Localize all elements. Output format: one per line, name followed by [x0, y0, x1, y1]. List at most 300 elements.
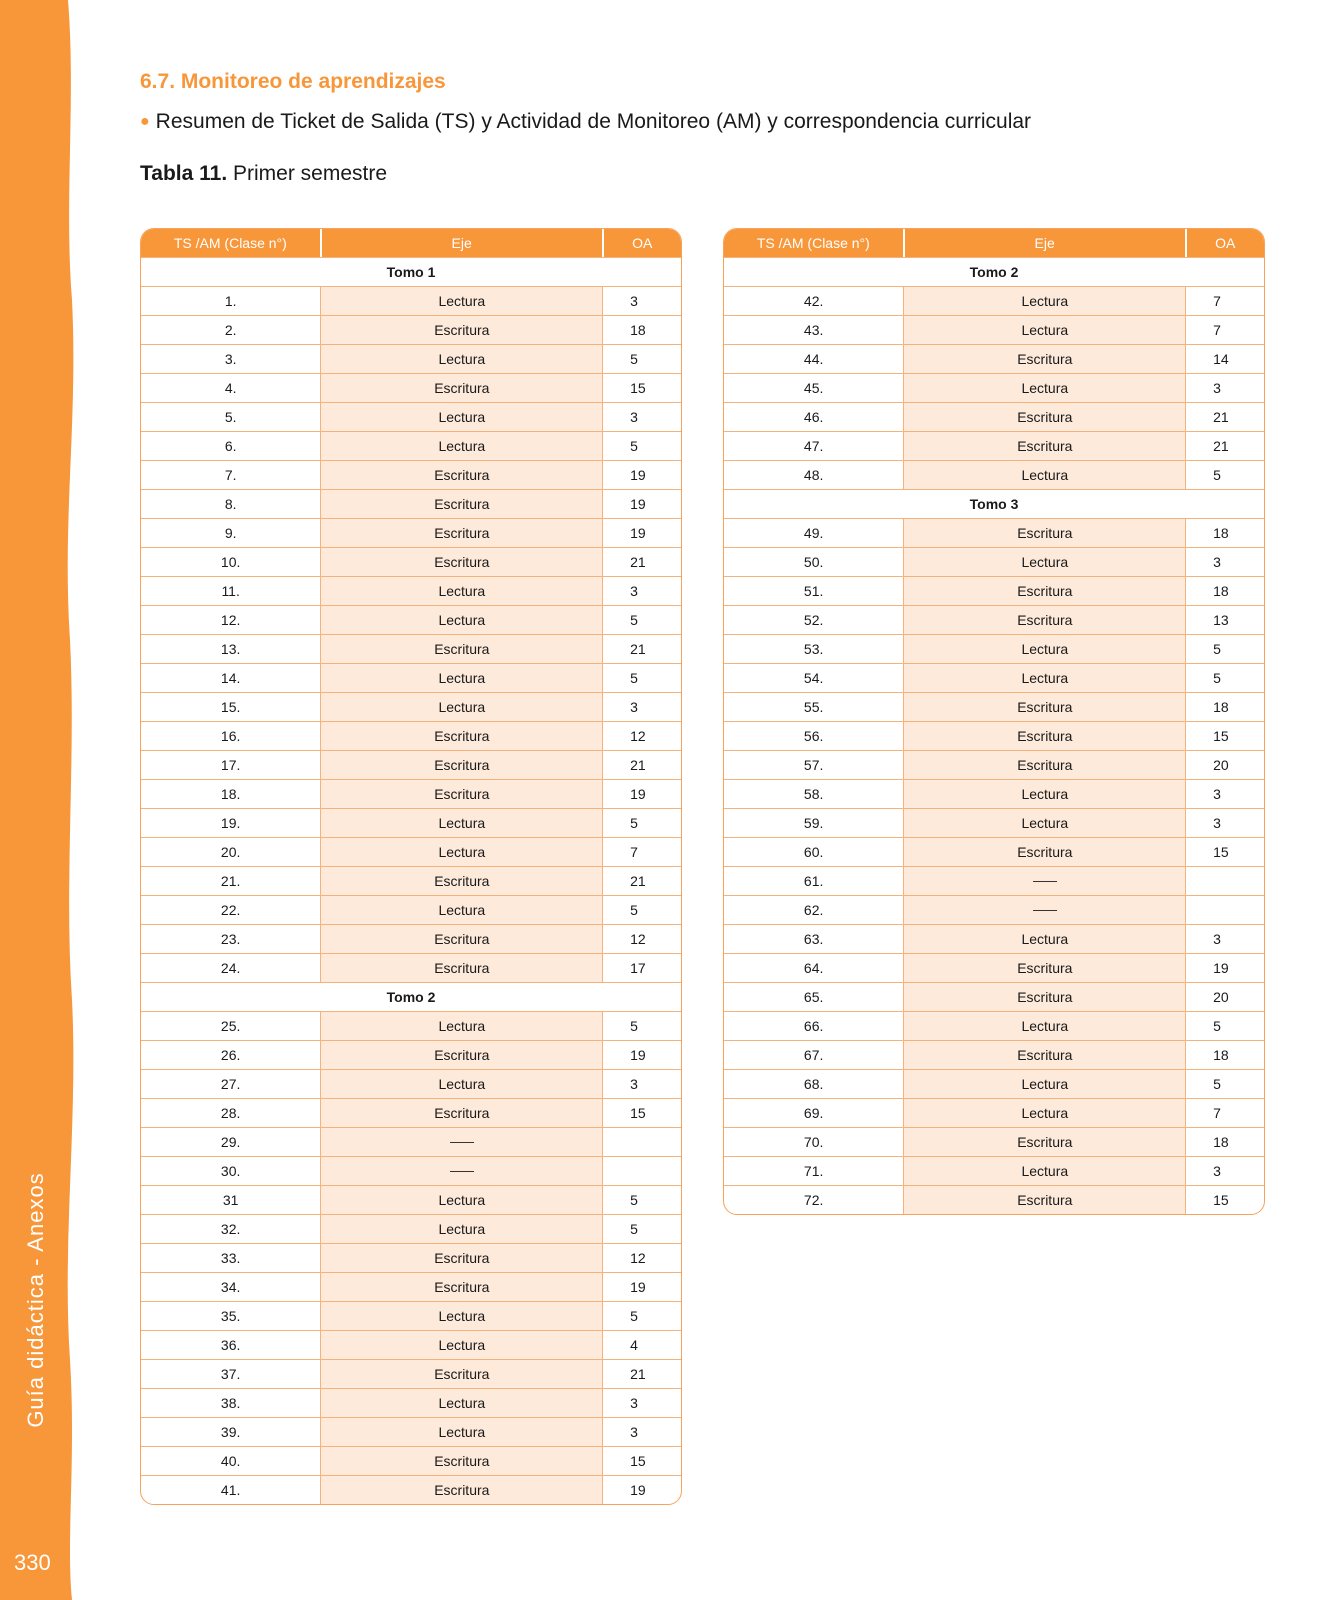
cell-clase: 38. — [141, 1389, 321, 1417]
header-oa: OA — [632, 235, 653, 251]
cell-oa — [603, 606, 681, 634]
cell-eje: Lectura — [321, 432, 603, 460]
cell-eje: Lectura — [904, 780, 1186, 808]
table-row — [141, 1446, 681, 1475]
cell-oa — [1186, 1186, 1264, 1214]
cell-oa-value: 3 — [1213, 380, 1221, 396]
cell-oa-value: 21 — [630, 641, 646, 657]
cell-oa-value: 5 — [630, 438, 638, 454]
table-row — [724, 315, 1264, 344]
table-row — [724, 1098, 1264, 1127]
cell-oa-value: 4 — [630, 1337, 638, 1353]
cell-eje: Escritura — [904, 345, 1186, 373]
cell-oa — [1186, 896, 1264, 924]
cell-eje: Escritura — [904, 1186, 1186, 1214]
cell-eje: Escritura — [321, 1244, 603, 1272]
cell-clase: 35. — [141, 1302, 321, 1330]
table-caption — [140, 162, 387, 186]
table-row — [724, 402, 1264, 431]
header-clase: TS /AM (Clase n°) — [141, 229, 322, 257]
table-row — [724, 866, 1264, 895]
side-label: Guía didáctica - Anexos — [23, 1172, 48, 1428]
cell-oa — [603, 722, 681, 750]
cell-oa — [603, 954, 681, 982]
cell-eje: Escritura — [321, 1476, 603, 1504]
cell-oa-value: 15 — [630, 1453, 646, 1469]
cell-clase: 49. — [724, 519, 904, 547]
cell-eje: Escritura — [321, 1273, 603, 1301]
cell-eje: Escritura — [904, 432, 1186, 460]
cell-eje: Lectura — [904, 461, 1186, 489]
cell-clase: 26. — [141, 1041, 321, 1069]
table-row — [724, 1127, 1264, 1156]
table-row — [141, 634, 681, 663]
cell-clase: 60. — [724, 838, 904, 866]
cell-eje: Escritura — [904, 1128, 1186, 1156]
table-right — [723, 228, 1265, 1215]
cell-clase: 57. — [724, 751, 904, 779]
cell-clase: 66. — [724, 1012, 904, 1040]
cell-oa — [1186, 374, 1264, 402]
cell-clase: 6. — [141, 432, 321, 460]
cell-clase: 72. — [724, 1186, 904, 1214]
cell-clase: 69. — [724, 1099, 904, 1127]
table-row — [141, 895, 681, 924]
cell-oa-value: 7 — [1213, 293, 1221, 309]
dash-line — [1033, 881, 1057, 882]
subtitle — [140, 110, 1031, 134]
cell-oa-value: 21 — [630, 873, 646, 889]
cell-oa-value: 19 — [630, 786, 646, 802]
cell-oa-value: 5 — [630, 902, 638, 918]
table-row — [141, 1069, 681, 1098]
cell-oa-value: 15 — [630, 380, 646, 396]
cell-clase: 21. — [141, 867, 321, 895]
cell-clase: 65. — [724, 983, 904, 1011]
table-row — [141, 953, 681, 982]
cell-oa-value: 20 — [1213, 989, 1229, 1005]
cell-oa-value: 3 — [630, 583, 638, 599]
cell-oa — [603, 548, 681, 576]
table-row — [141, 1098, 681, 1127]
cell-oa — [1186, 722, 1264, 750]
table-row — [141, 866, 681, 895]
cell-eje: Escritura — [321, 461, 603, 489]
table-row — [724, 1011, 1264, 1040]
cell-clase: 22. — [141, 896, 321, 924]
cell-eje: Lectura — [904, 316, 1186, 344]
cell-oa — [603, 316, 681, 344]
cell-oa-value: 12 — [630, 728, 646, 744]
cell-oa-value: 18 — [630, 322, 646, 338]
cell-eje: Escritura — [904, 403, 1186, 431]
cell-clase: 28. — [141, 1099, 321, 1127]
table-row — [724, 750, 1264, 779]
cell-clase: 59. — [724, 809, 904, 837]
cell-clase: 34. — [141, 1273, 321, 1301]
cell-oa-value: 21 — [630, 757, 646, 773]
table-row — [724, 576, 1264, 605]
cell-oa — [1186, 983, 1264, 1011]
table-row — [724, 431, 1264, 460]
table-row — [724, 1156, 1264, 1185]
table-caption-text: Primer semestre — [227, 162, 388, 185]
cell-oa-value: 19 — [630, 1482, 646, 1498]
cell-oa — [1186, 577, 1264, 605]
table-row — [724, 286, 1264, 315]
cell-clase: 10. — [141, 548, 321, 576]
cell-oa — [603, 490, 681, 518]
cell-eje: Escritura — [904, 954, 1186, 982]
cell-oa — [603, 519, 681, 547]
cell-oa-value: 3 — [630, 1076, 638, 1092]
cell-oa — [603, 1041, 681, 1069]
group-row: Tomo 2 — [724, 257, 1264, 286]
cell-oa-value: 18 — [1213, 1047, 1229, 1063]
cell-oa-value: 19 — [630, 1279, 646, 1295]
cell-eje: Lectura — [321, 1331, 603, 1359]
cell-eje: Lectura — [321, 896, 603, 924]
cell-oa-value: 3 — [630, 1395, 638, 1411]
cell-oa-value: 7 — [1213, 1105, 1221, 1121]
cell-eje: Lectura — [321, 1389, 603, 1417]
cell-clase: 50. — [724, 548, 904, 576]
table-row — [141, 1185, 681, 1214]
header-eje: Eje — [905, 229, 1187, 257]
cell-oa-value: 18 — [1213, 525, 1229, 541]
cell-eje: Escritura — [321, 374, 603, 402]
cell-eje: Lectura — [321, 403, 603, 431]
table-header — [724, 229, 1264, 257]
cell-oa-value: 21 — [630, 1366, 646, 1382]
cell-oa — [603, 1418, 681, 1446]
cell-oa — [1186, 403, 1264, 431]
cell-clase: 54. — [724, 664, 904, 692]
cell-clase: 71. — [724, 1157, 904, 1185]
cell-oa — [1186, 1012, 1264, 1040]
cell-clase: 3. — [141, 345, 321, 373]
cell-oa-value: 5 — [630, 1018, 638, 1034]
cell-clase: 48. — [724, 461, 904, 489]
table-row — [141, 808, 681, 837]
cell-oa-value: 19 — [630, 467, 646, 483]
cell-eje: Lectura — [904, 1070, 1186, 1098]
cell-oa — [1186, 635, 1264, 663]
cell-oa — [1186, 316, 1264, 344]
table-row — [724, 808, 1264, 837]
cell-oa — [603, 867, 681, 895]
cell-oa — [603, 1331, 681, 1359]
cell-oa — [603, 287, 681, 315]
cell-oa — [603, 751, 681, 779]
cell-oa-value: 5 — [630, 1221, 638, 1237]
cell-oa — [603, 1244, 681, 1272]
cell-eje: Lectura — [321, 577, 603, 605]
cell-oa-value: 5 — [630, 351, 638, 367]
cell-oa — [1186, 461, 1264, 489]
group-row: Tomo 2 — [141, 982, 681, 1011]
cell-oa — [1186, 1157, 1264, 1185]
cell-clase: 58. — [724, 780, 904, 808]
cell-oa — [603, 635, 681, 663]
cell-oa-value: 12 — [630, 1250, 646, 1266]
cell-clase: 39. — [141, 1418, 321, 1446]
cell-clase: 17. — [141, 751, 321, 779]
cell-oa — [603, 345, 681, 373]
cell-oa-value: 5 — [1213, 1018, 1221, 1034]
cell-oa — [603, 374, 681, 402]
table-row — [141, 518, 681, 547]
cell-clase: 44. — [724, 345, 904, 373]
cell-clase: 16. — [141, 722, 321, 750]
cell-eje: Lectura — [321, 345, 603, 373]
table-row — [724, 1040, 1264, 1069]
cell-oa — [603, 780, 681, 808]
table-row — [141, 605, 681, 634]
cell-eje: Escritura — [321, 519, 603, 547]
cell-clase: 19. — [141, 809, 321, 837]
table-row — [141, 692, 681, 721]
cell-clase: 20. — [141, 838, 321, 866]
cell-eje: Lectura — [904, 925, 1186, 953]
cell-oa-value: 5 — [630, 612, 638, 628]
cell-oa-value: 21 — [630, 554, 646, 570]
table-row — [141, 1388, 681, 1417]
cell-clase: 11. — [141, 577, 321, 605]
cell-oa — [603, 809, 681, 837]
cell-oa — [1186, 606, 1264, 634]
dash-line — [450, 1171, 474, 1172]
table-row — [141, 1301, 681, 1330]
cell-clase: 23. — [141, 925, 321, 953]
cell-oa — [1186, 693, 1264, 721]
table-row — [141, 721, 681, 750]
cell-oa — [603, 403, 681, 431]
cell-eje: Escritura — [904, 577, 1186, 605]
cell-clase: 62. — [724, 896, 904, 924]
table-row — [724, 692, 1264, 721]
cell-oa-value: 19 — [630, 1047, 646, 1063]
table-body — [724, 257, 1264, 1214]
table-row — [724, 895, 1264, 924]
bullet-icon: ● — [140, 113, 150, 131]
cell-clase: 14. — [141, 664, 321, 692]
cell-oa — [1186, 867, 1264, 895]
cell-oa-value: 12 — [630, 931, 646, 947]
cell-oa-value: 5 — [1213, 670, 1221, 686]
cell-clase: 32. — [141, 1215, 321, 1243]
cell-oa-value: 18 — [1213, 1134, 1229, 1150]
header-oa: OA — [1215, 235, 1236, 251]
table-row — [141, 489, 681, 518]
cell-clase: 36. — [141, 1331, 321, 1359]
cell-eje: Lectura — [321, 1418, 603, 1446]
table-row — [141, 1272, 681, 1301]
cell-oa — [1186, 432, 1264, 460]
cell-oa-value: 18 — [1213, 699, 1229, 715]
cell-clase: 33. — [141, 1244, 321, 1272]
table-header — [141, 229, 681, 257]
cell-eje: Lectura — [904, 548, 1186, 576]
cell-oa — [603, 577, 681, 605]
cell-oa — [1186, 1041, 1264, 1069]
cell-oa — [1186, 287, 1264, 315]
cell-oa-value: 7 — [630, 844, 638, 860]
cell-oa-value: 5 — [630, 670, 638, 686]
table-row — [724, 1185, 1264, 1214]
cell-eje: Lectura — [321, 1215, 603, 1243]
cell-oa — [1186, 954, 1264, 982]
cell-eje: Escritura — [321, 1447, 603, 1475]
cell-eje: Escritura — [321, 490, 603, 518]
cell-oa — [603, 1128, 681, 1156]
cell-clase: 12. — [141, 606, 321, 634]
cell-oa-value: 3 — [1213, 815, 1221, 831]
cell-clase: 56. — [724, 722, 904, 750]
cell-oa — [1186, 751, 1264, 779]
cell-oa-value: 15 — [1213, 844, 1229, 860]
cell-eje: Lectura — [321, 1070, 603, 1098]
cell-eje: Lectura — [321, 809, 603, 837]
table-row — [724, 924, 1264, 953]
cell-oa-value: 5 — [1213, 467, 1221, 483]
table-row — [724, 634, 1264, 663]
table-row — [141, 1214, 681, 1243]
cell-oa-value: 15 — [630, 1105, 646, 1121]
cell-clase: 70. — [724, 1128, 904, 1156]
cell-oa-value: 19 — [1213, 960, 1229, 976]
cell-oa — [603, 693, 681, 721]
table-row — [141, 924, 681, 953]
cell-clase: 63. — [724, 925, 904, 953]
table-row — [141, 750, 681, 779]
cell-clase: 61. — [724, 867, 904, 895]
cell-eje: Escritura — [321, 722, 603, 750]
table-row — [141, 1475, 681, 1504]
cell-oa-value: 17 — [630, 960, 646, 976]
cell-oa-value: 3 — [1213, 786, 1221, 802]
table-row — [141, 344, 681, 373]
cell-eje: Lectura — [321, 664, 603, 692]
cell-clase: 67. — [724, 1041, 904, 1069]
cell-oa — [603, 1157, 681, 1185]
cell-clase: 15. — [141, 693, 321, 721]
table-row — [724, 518, 1264, 547]
cell-oa — [1186, 664, 1264, 692]
cell-clase: 27. — [141, 1070, 321, 1098]
cell-eje: Escritura — [321, 867, 603, 895]
cell-clase: 29. — [141, 1128, 321, 1156]
cell-oa — [1186, 925, 1264, 953]
cell-clase: 18. — [141, 780, 321, 808]
table-row — [724, 344, 1264, 373]
cell-eje: Lectura — [904, 287, 1186, 315]
cell-oa-value: 3 — [1213, 1163, 1221, 1179]
cell-oa-value: 3 — [1213, 931, 1221, 947]
dash-line — [1033, 910, 1057, 911]
cell-oa-value: 19 — [630, 525, 646, 541]
table-row — [724, 373, 1264, 402]
cell-clase: 9. — [141, 519, 321, 547]
cell-oa — [603, 1215, 681, 1243]
cell-oa — [603, 1012, 681, 1040]
header-clase: TS /AM (Clase n°) — [724, 229, 905, 257]
cell-oa — [603, 1186, 681, 1214]
cell-eje: Escritura — [904, 606, 1186, 634]
cell-oa-value: 13 — [1213, 612, 1229, 628]
cell-eje: Lectura — [904, 809, 1186, 837]
cell-eje: Lectura — [321, 1302, 603, 1330]
cell-eje: Lectura — [321, 606, 603, 634]
cell-oa-value: 19 — [630, 496, 646, 512]
cell-clase: 31 — [141, 1186, 321, 1214]
cell-clase: 64. — [724, 954, 904, 982]
cell-oa — [1186, 548, 1264, 576]
cell-oa — [603, 896, 681, 924]
cell-oa-value: 5 — [630, 1192, 638, 1208]
cell-eje: Lectura — [321, 693, 603, 721]
cell-oa — [603, 1389, 681, 1417]
cell-eje: Lectura — [321, 287, 603, 315]
group-row: Tomo 3 — [724, 489, 1264, 518]
cell-clase: 41. — [141, 1476, 321, 1504]
cell-eje: Escritura — [321, 548, 603, 576]
cell-clase: 4. — [141, 374, 321, 402]
cell-clase: 52. — [724, 606, 904, 634]
cell-eje: Lectura — [904, 1012, 1186, 1040]
table-row — [724, 953, 1264, 982]
cell-eje: Lectura — [904, 1157, 1186, 1185]
cell-oa-value: 15 — [1213, 1192, 1229, 1208]
cell-eje: Lectura — [904, 374, 1186, 402]
cell-clase: 53. — [724, 635, 904, 663]
cell-clase: 7. — [141, 461, 321, 489]
cell-eje: Escritura — [321, 780, 603, 808]
cell-eje-empty — [321, 1157, 603, 1185]
cell-clase: 8. — [141, 490, 321, 518]
cell-eje: Lectura — [904, 1099, 1186, 1127]
cell-oa — [603, 664, 681, 692]
cell-clase: 13. — [141, 635, 321, 663]
table-row — [141, 373, 681, 402]
cell-eje: Lectura — [321, 1186, 603, 1214]
cell-oa — [603, 1302, 681, 1330]
table-row — [724, 837, 1264, 866]
cell-clase: 47. — [724, 432, 904, 460]
cell-oa — [1186, 838, 1264, 866]
cell-clase: 46. — [724, 403, 904, 431]
cell-clase: 68. — [724, 1070, 904, 1098]
cell-oa-value: 5 — [1213, 1076, 1221, 1092]
cell-oa-value: 14 — [1213, 351, 1229, 367]
cell-eje: Escritura — [904, 983, 1186, 1011]
cell-clase: 45. — [724, 374, 904, 402]
table-row — [141, 315, 681, 344]
cell-eje: Escritura — [904, 751, 1186, 779]
cell-clase: 5. — [141, 403, 321, 431]
table-row — [724, 779, 1264, 808]
table-row — [141, 1243, 681, 1272]
table-row — [141, 1156, 681, 1185]
dash-line — [450, 1142, 474, 1143]
cell-clase: 2. — [141, 316, 321, 344]
cell-eje: Escritura — [321, 1360, 603, 1388]
table-row — [141, 547, 681, 576]
cell-eje: Lectura — [904, 635, 1186, 663]
cell-eje: Escritura — [321, 1041, 603, 1069]
cell-eje-empty — [904, 896, 1186, 924]
cell-oa-value: 3 — [630, 409, 638, 425]
